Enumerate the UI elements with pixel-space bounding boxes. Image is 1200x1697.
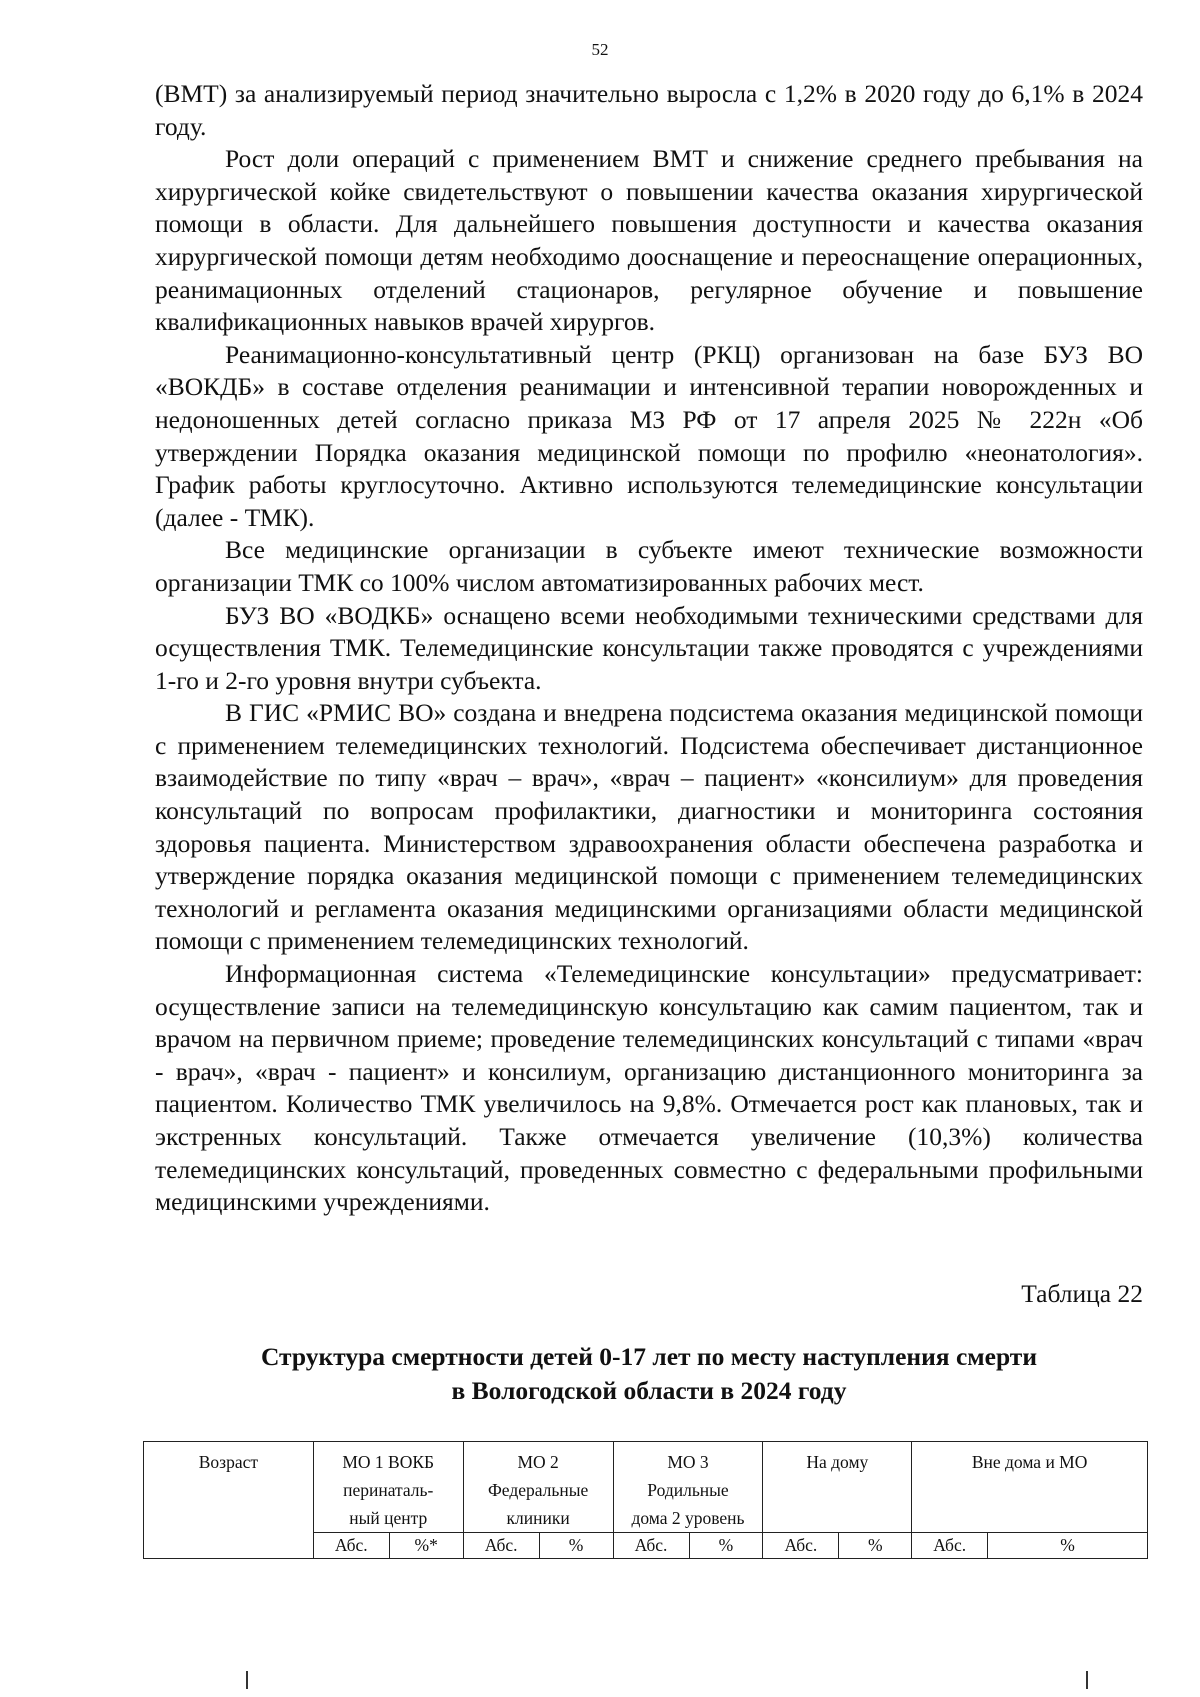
age-header: Возраст bbox=[144, 1442, 314, 1559]
scan-artifact bbox=[246, 1671, 248, 1689]
subheader-cell: Абс. bbox=[313, 1533, 389, 1559]
subheader-cell: Абс. bbox=[613, 1533, 689, 1559]
group-header-mo2: МО 2 Федеральные клиники bbox=[463, 1442, 613, 1533]
subheader-cell: % bbox=[539, 1533, 613, 1559]
subheader-cell: Абс. bbox=[463, 1533, 539, 1559]
subheader-cell: % bbox=[988, 1533, 1148, 1559]
subheader-cell: %* bbox=[389, 1533, 463, 1559]
table-title bbox=[155, 1340, 1143, 1408]
paragraph: БУЗ ВО «ВОДКБ» оснащено всеми необходимыми техническими средствами для осуществления ТМК. Телемедицинские консультации также проводятся с учреждениями 1-го и 2-го уровня внутри субъекта. bbox=[155, 600, 1143, 695]
subheader-cell: Абс. bbox=[912, 1533, 988, 1559]
paragraph: В ГИС «РМИС ВО» создана и внедрена подсистема оказания медицинской помощи с применением телемедицинских технологий. Подсистема обеспечивает дистанционное взаимодействие по типу «врач – врач», «врач – пациент» «консилиум» для проведения консультаций по вопросам профилактики, диагностики и мониторинга состояния здоровья пациента. Министерством здравоохранения области обеспечена разработка и утверждение порядка оказания медицинской помощи с применением телемедицинских технологий и регламента оказания медицинскими организациями области медицинской помощи с применением телемедицинских технологий. bbox=[155, 698, 1143, 956]
paragraph: Все медицинские организации в субъекте имеют технические возможности организации ТМК со 100% числом автоматизированных рабочих мест. bbox=[155, 535, 1143, 597]
group-header-outside: Вне дома и МО bbox=[912, 1442, 1148, 1533]
paragraph: Информационная система «Телемедицинские консультации» предусматривает: осуществление записи на телемедицинскую консультацию как самим пациентом, так и врачом на первичном приеме; проведение телемедицинских консультаций с типами «врач - врач», «врач - пациент» и консилиум, организацию дистанционного мониторинга за пациентом. Количество ТМК увеличилось на 9,8%. Отмечается рост как плановых, так и экстренных консультаций. Также отмечается увеличение (10,3%) количества телемедицинских консультаций, проведенных совместно с федеральными профильными медицинскими учреждениями. bbox=[155, 959, 1143, 1217]
subheader-cell: % bbox=[689, 1533, 763, 1559]
table-title-line: в Вологодской области в 2024 году bbox=[451, 1376, 847, 1405]
subheader-cell: % bbox=[839, 1533, 912, 1559]
table-caption: Таблица 22 bbox=[1021, 1279, 1143, 1308]
scan-artifact bbox=[1086, 1671, 1088, 1689]
paragraph: (ВМТ) за анализируемый период значительно выросла с 1,2% в 2020 году до 6,1% в 2024 году. bbox=[155, 79, 1143, 141]
paragraph: Реанимационно-консультативный центр (РКЦ) организован на базе БУЗ ВО «ВОКДБ» в составе отделения реанимации и интенсивной терапии новорожденных и недоношенных детей согласно приказа МЗ РФ от 17 апреля 2025 № 222н «Об утверждении Порядка оказания медицинской помощи по профилю «неонатология». График работы круглосуточно. Активно используются телемедицинские консультации (далее - ТМК). bbox=[155, 339, 1143, 532]
mortality-table bbox=[143, 1441, 1148, 1559]
group-header-mo3: МО 3 Родильные дома 2 уровень bbox=[613, 1442, 763, 1533]
page-number: 52 bbox=[591, 40, 609, 59]
body-text bbox=[155, 78, 1143, 1219]
table-title-line: Структура смертности детей 0-17 лет по месту наступления смерти bbox=[260, 1342, 1038, 1371]
subheader-cell: Абс. bbox=[763, 1533, 839, 1559]
group-header-mo1: МО 1 ВОКБ перинаталь- ный центр bbox=[313, 1442, 463, 1533]
group-header-home: На дому bbox=[763, 1442, 912, 1533]
paragraph: Рост доли операций с применением ВМТ и снижение среднего пребывания на хирургической койке свидетельствуют о повышении качества оказания хирургической помощи в области. Для дальнейшего повышения доступности и качества оказания хирургической помощи детям необходимо дооснащение и переоснащение операционных, реанимационных отделений стационаров, регулярное обучение и повышение квалификационных навыков врачей хирургов. bbox=[155, 144, 1143, 337]
table-header-row bbox=[144, 1442, 1148, 1533]
